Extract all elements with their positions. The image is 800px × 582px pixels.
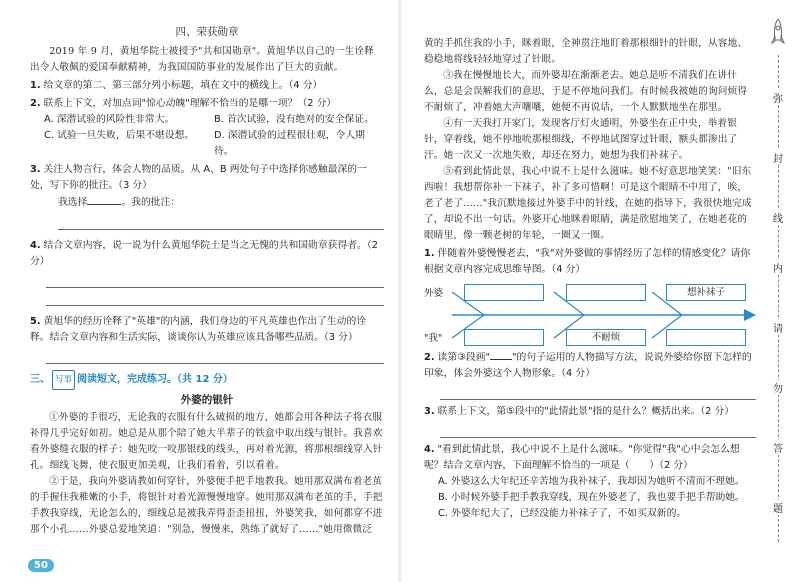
section-title: 四、荣获勋章 (175, 26, 239, 38)
question-1: 1. 给文章的第二、第三部分列小标题，填在文中的横线上。（4 分） (30, 80, 323, 91)
seal-char: 答 (768, 440, 788, 455)
question-4: 4. 结合文章内容，说一说为什么黄旭华院士是当之无愧的共和国勋章获得者。（2 分） (30, 240, 378, 267)
answer-line[interactable] (46, 270, 384, 288)
option-a[interactable]: A. 外婆这么大年纪还辛苦地为我补袜子，我却因为她听不清而不理她。 (438, 476, 745, 487)
option-a[interactable]: A. 深潜试验的风险性非常大。 (44, 114, 175, 125)
blank-box[interactable] (464, 284, 544, 301)
rocket-icon (770, 18, 786, 48)
question-2: 2. 联系上下文，对加点词"惊心动魄"理解不恰当的是哪一项？（2 分） (30, 98, 337, 109)
seal-char: 封 (768, 150, 788, 165)
genre-tag: 写事 (52, 370, 75, 390)
box-impatient: 不耐烦 (566, 329, 646, 346)
seal-char: 题 (768, 500, 788, 515)
seal-char: 内 (768, 260, 788, 275)
story-paragraph: ③我在慢慢地长大，而外婆却在渐渐老去。她总是听不清我们在讲什么，总是会误解我们的意思，于是不停地问我们。有时候我被她的询问烦得不耐烦了，冲着她大声嚷嚷，她便不再说话，一个人默默地坐在那里。 (424, 70, 748, 113)
question-4: 4. "看到此情此景，我心中说不上是什么滋味。"你觉得"我"心中会怎么想呢？结合文章内容，下面理解不恰当的一项是（ ）（2 分） (424, 444, 740, 471)
question-2-options (30, 112, 384, 160)
choice-blank[interactable] (87, 204, 121, 205)
seal-line-sidebar (760, 0, 800, 582)
option-c[interactable]: C. 外婆年纪大了，已经没能力补袜子了，不如买双新的。 (438, 508, 687, 519)
answer-line[interactable] (46, 288, 384, 306)
question-4-options (424, 474, 756, 522)
intro-line-1: 2019 年 9 月，黄旭华院士被授予"共和国勋章"。黄旭华以自己的一生诠释 (49, 46, 374, 57)
section-3-header: 三、 写事 阅读短文，完成练习。（共 12 分） (30, 370, 384, 390)
blank-box[interactable] (666, 329, 746, 346)
option-d[interactable]: D. 深潜试验的过程很壮观，令人期待。 (214, 130, 365, 157)
question-2: 2. 读第③段画" "的句子运用的人物描写方法，说说外婆给你留下怎样的印象，体会外婆这个人物形象。（4 分） (424, 352, 752, 379)
option-c[interactable]: C. 试验一旦失败，后果不堪设想。 (44, 130, 195, 141)
intro-line-2: 出令人敬佩的爱国奉献精神，为我国国防事业的发展作出了巨大的贡献。 (30, 62, 344, 73)
box-want-mend-socks: 想补袜子 (666, 284, 746, 301)
answer-line[interactable] (58, 212, 384, 230)
question-5: 5. 黄旭华的经历诠释了"英雄"的内涵，我们身边的平凡英雄也作出了生动的诠释。结合文章内容和生活实际，谈谈你认为英雄应该具备哪些品质。（3 分） (30, 316, 367, 343)
answer-line[interactable] (440, 382, 756, 400)
seal-char: 请 (768, 320, 788, 335)
dashed-seal-line (778, 55, 779, 542)
left-page (0, 0, 398, 582)
story-paragraph: 黄的手抓住我的小手，眯着眼，全神贯注地盯着那根细针的针眼，从容地、稳稳地将线轻轻地穿过了针眼。 (424, 38, 748, 65)
blank-box[interactable] (566, 284, 646, 301)
mind-map-diagram (424, 284, 756, 346)
story-paragraph: ②于是，我向外婆请教如何穿针，外婆便手把手地教我。她用那双满布着老茧的手握住我稚嫩的小手，将银针对着光源慢慢地穿。她用那双满布老茧的手，手把手教我穿线，无论怎么的，细线总是被我弄得歪歪扭扭，外婆笑我，如何都穿不进那个小孔……外婆总爱地笑道："别急，慢慢来，熟练了就好了……"她用微微泛 (30, 476, 383, 535)
seal-char: 勿 (768, 380, 788, 395)
option-b[interactable]: B. 小时候外婆手把手教我穿线，现在外婆老了，我也要手把手帮助她。 (438, 492, 745, 503)
right-page (402, 0, 800, 582)
question-3-answer: 我选择 。我的批注： (58, 197, 181, 208)
option-b[interactable]: B. 首次试验，没有绝对的安全保证。 (214, 114, 374, 125)
question-3: 3. 联系上下文，第⑤段中的"此情此景"指的是什么？概括出来。（2 分） (424, 406, 735, 417)
label-grandma: 外婆 (424, 288, 444, 299)
story-paragraph: ①外婆的手很巧，无论我的衣服有什么破损的地方，她都会用各种法子将衣服补得几乎完好如初。她总是从那个陪了她大半辈子的铁盒中取出线与银针。我喜欢看外婆缝衣服的样子：她先咬一咬那银线的线头，再对着光源，将那根细线穿入针孔。细线飞舞，使衣服更加美观，让我们看着，引以看着。 (30, 412, 383, 471)
label-me: "我" (424, 333, 443, 344)
story-title: 外婆的银针 (180, 394, 234, 406)
answer-line[interactable] (46, 346, 384, 364)
question-3: 3. 关注人物言行，体会人物的品质。从 A、B 两处句子中选择你感触最深的一处，写下你的批注。（3 分） (30, 164, 367, 191)
page-number: 50 (28, 559, 54, 572)
question-1: 1. 伴随着外婆慢慢老去，"我"对外婆做的事情经历了怎样的情感变化？请你根据文章内容完成思维导图。（4 分） (424, 248, 751, 275)
story-paragraph: ⑤看到此情此景，我心中说不上是什么滋味。她不好意思地笑笑："旧东西啦！我想帮你补一下袜子，补了多可惜啊！可是这个眼睛不中用了，唉，老了老了……"我沉默地接过外婆手中的针线，在她的指导下，我很快地完成了，却说不出一句话。外婆开心地眯着眼睛，满是欣慰地笑了，在她老花的眼睛里，像一颗老树的年轮，一圈又一圈。 (424, 166, 752, 241)
story-paragraph: ④有一天我打开家门，发现客厅灯火通明，外婆坐在正中央，举着银针，穿着线，她不停地吮那根细线，不停地试图穿过针眼，额头都渗出了汗。她一次又一次地失败，却还在努力，她想为我们补袜子。 (424, 118, 738, 161)
answer-line[interactable] (440, 420, 756, 438)
blank-box[interactable] (464, 329, 544, 346)
seal-char: 线 (768, 210, 788, 225)
seal-char: 弥 (768, 90, 788, 105)
